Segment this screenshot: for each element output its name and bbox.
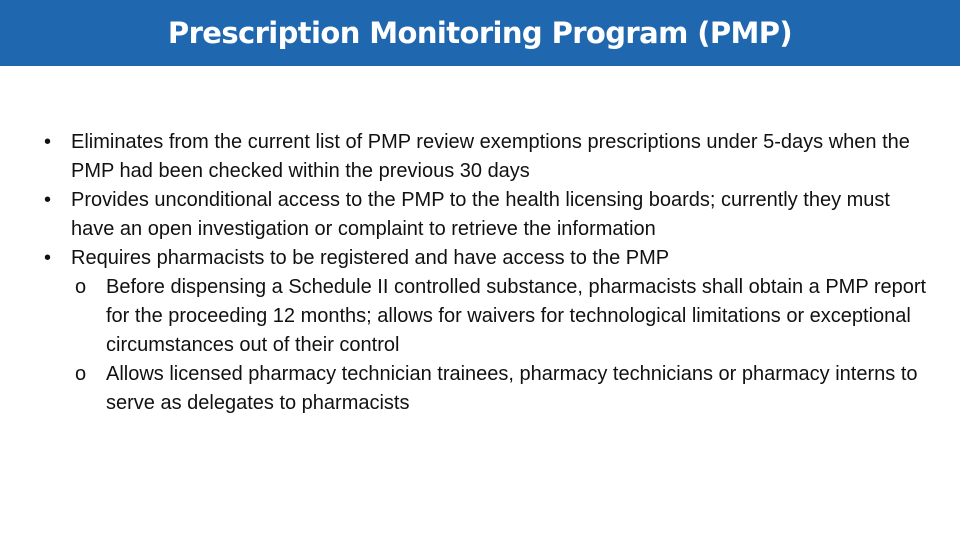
bullet-item xyxy=(40,186,930,244)
bullet-icon: • xyxy=(44,247,52,269)
slide-content xyxy=(40,128,930,418)
bullet-icon: • xyxy=(44,189,52,211)
bullet-text: Provides unconditional access to the PMP to the health licensing boards; currently they must have an open investigation or complaint to retrieve the information xyxy=(71,189,890,240)
bullet-item xyxy=(40,128,930,186)
circle-bullet-icon: o xyxy=(75,363,87,385)
sub-bullet-item xyxy=(75,360,930,418)
bullet-text: Requires pharmacists to be registered and have access to the PMP xyxy=(71,247,670,269)
bullet-text: Eliminates from the current list of PMP review exemptions prescriptions under 5-days when the PMP had been checked within the previous 30 days xyxy=(71,131,910,182)
title-bar xyxy=(0,0,960,66)
sub-bullet-text: Allows licensed pharmacy technician trainees, pharmacy technicians or pharmacy interns to serve as delegates to pharmacists xyxy=(106,363,918,414)
sub-bullet-item xyxy=(75,273,930,360)
circle-bullet-icon: o xyxy=(75,276,87,298)
sub-bullet-text: Before dispensing a Schedule II controlled substance, pharmacists shall obtain a PMP report for the proceeding 12 months; allows for waivers for technological limitations or exceptional circumstances out of their control xyxy=(106,276,927,356)
sub-bullet-list xyxy=(40,273,930,418)
bullet-list xyxy=(40,128,930,273)
slide-title: Prescription Monitoring Program (PMP) xyxy=(167,16,793,50)
bullet-icon: • xyxy=(44,131,52,153)
bullet-item xyxy=(40,244,930,273)
